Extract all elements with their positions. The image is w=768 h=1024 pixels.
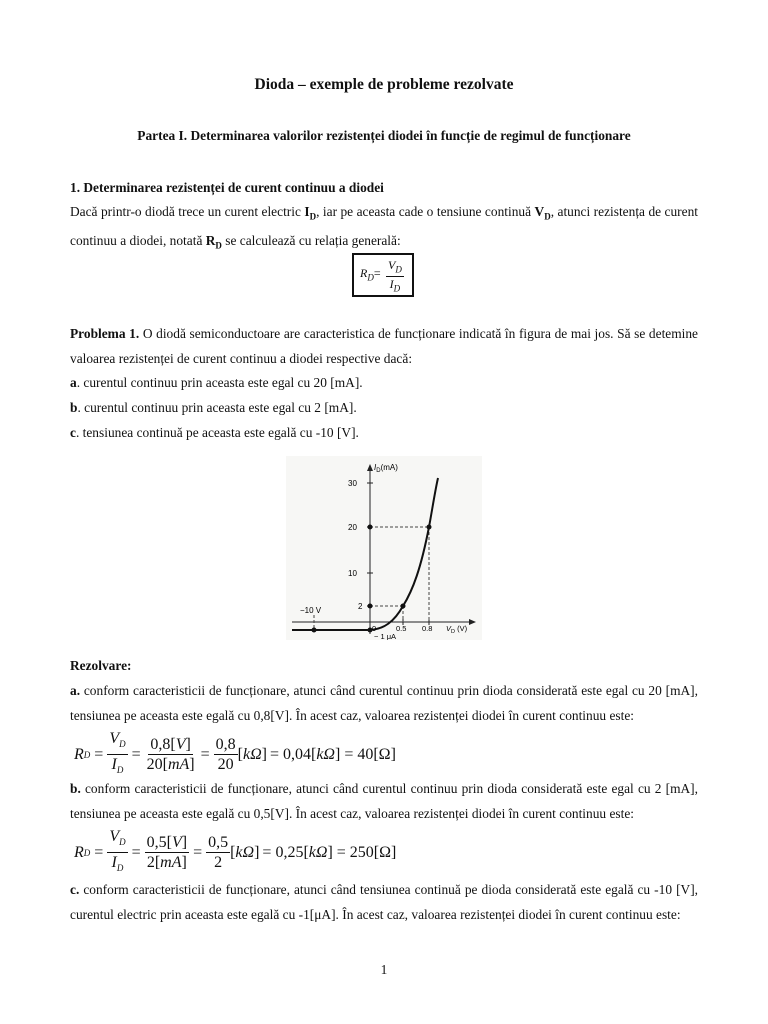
problem-item-b: b. curentul continuu prin aceasta este egal cu 2 [mA]. [70, 400, 357, 415]
equation-b: R D = $\frac{V_D}{I_D}$ = $\frac{0,5[V]}{2[mA]}$ = $\frac{0,5}{2}$ [ kΩ ] = 0,25[ kΩ ] = 250[Ω] [74, 828, 397, 874]
x-tick-label-05: 0.5 [396, 624, 407, 633]
y-tick-label-20: 20 [348, 523, 357, 532]
section-intro-paragraph: Dacă printr-o diodă trece un curent electric $I_D$, iar pe aceasta cade o tensiune continuă $V_D$, atunci rezistența de curent continuu a diodei, notată $R_D$ se calculează cu relația generală: [70, 204, 698, 251]
problem-item-a: a. curentul continuu prin aceasta este egal cu 20 [mA]. [70, 375, 363, 390]
point-y-20ma [368, 525, 373, 530]
solution-b-paragraph: b. conform caracteristicii de funcționare, atunci când curentul continuu prin dioda considerată este egal cu 2 [mA], tensiunea pe aceasta este egală cu 0,5[V]. În acest caz, valoarea rezistenței diodei în curent continuu este: [70, 781, 698, 821]
page-number: 1 [380, 962, 388, 977]
part-subtitle: Partea I. Determinarea valorilor rezistenței diodei în funcție de regimul de funcționare [137, 128, 631, 143]
document-title: Dioda – exemple de probleme rezolvate [254, 76, 514, 93]
y-tick-label-10: 10 [348, 569, 357, 578]
solution-heading: Rezolvare: [70, 658, 132, 673]
point-08v-20ma [427, 525, 432, 530]
equation-a: R D = $\frac{V_D}{I_D}$ = $\frac{0,8[V]}{20[mA]}$ = $\frac{0,8}{20}$ [ kΩ ] = 0,04[ kΩ ] = 40[Ω] [74, 730, 396, 776]
leak-current-label: − 1 μA [374, 632, 397, 640]
problem-item-c: c. tensiunea continuă pe aceasta este egală cu -10 [V]. [70, 425, 359, 440]
point-y-2ma [368, 604, 373, 609]
y-tick-label-30: 30 [348, 479, 357, 488]
x-tick-label-0: 0 [372, 624, 377, 633]
y-tick-label-2: 2 [358, 602, 363, 611]
x-axis-label: $V_D$ (V) [446, 624, 468, 635]
resistance-formula-box: $R_D=$ $\frac{V_D}{I_D}$ [352, 253, 414, 297]
problem-statement: Problema 1. O diodă semiconductoare are caracteristica de funcționare indicată în figura de mai jos. Să se detemine valoarea rezistenței de curent continuu a diodei respective dacă: [70, 326, 699, 366]
y-axis-label: $I_D(mA)$ [374, 463, 398, 474]
solution-c-paragraph: c. conform caracteristicii de funcționare, atunci când tensiunea continuă pe dioda considerată este egală cu -10 [V], curentul electric prin aceasta este egală cu -1[μA]. În acest caz, valoarea rezistenței diodei în curent continuu este: [70, 882, 698, 922]
solution-a-paragraph: a. conform caracteristicii de funcționare, atunci când curentul continuu prin dioda considerată este egal cu 20 [mA], tensiunea pe aceasta este egală cu 0,8[V]. În acest caz, valoarea rezistenței diodei în curent continuu este: [70, 683, 698, 723]
diode-characteristic-figure [286, 456, 482, 640]
section-heading: 1. Determinarea rezistenței de curent continuu a diodei [70, 180, 384, 195]
neg-voltage-label: −10 V [300, 606, 322, 615]
point-neg10v [312, 628, 317, 633]
x-tick-label-08: 0.8 [422, 624, 433, 633]
point-05v-2ma [401, 604, 406, 609]
